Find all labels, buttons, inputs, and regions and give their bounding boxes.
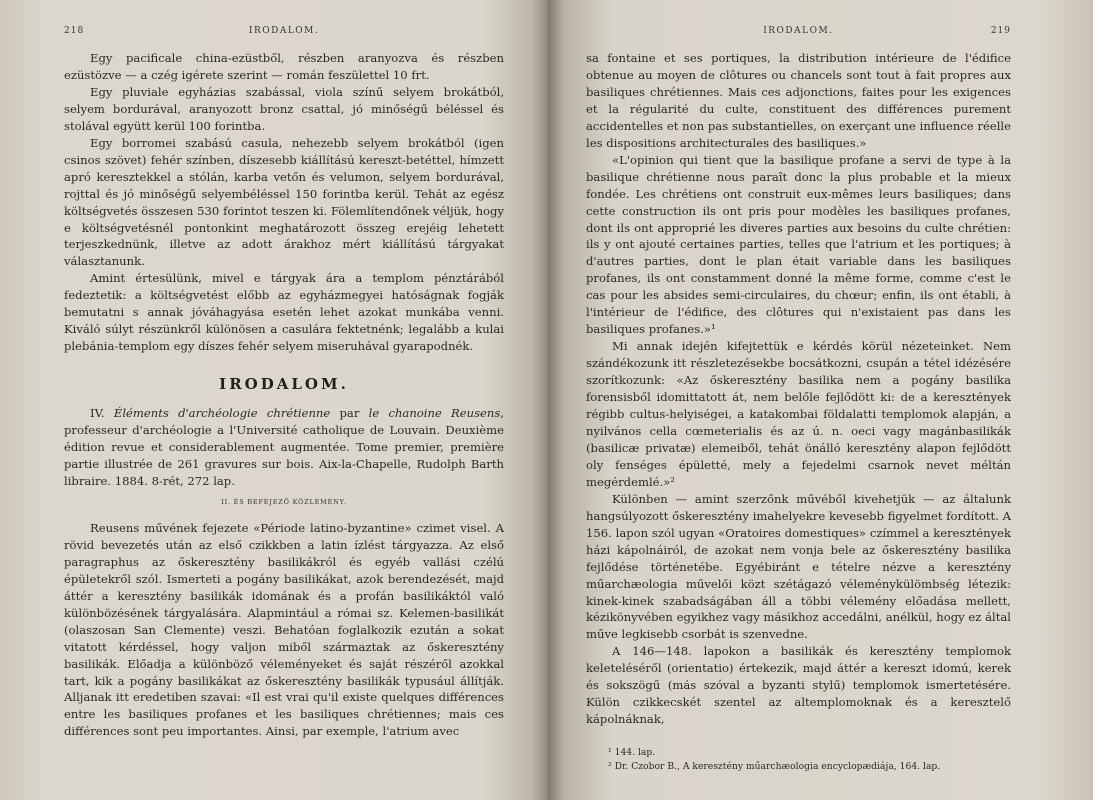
by-word: par: [339, 406, 360, 421]
running-head: IRODALOM.: [248, 26, 320, 36]
book-details: , professeur d'archéologie a l'Université catholique de Louvain. Deuxième édition revue et considerablement augmentée. Tome premier, première partie illustrée de 261 gravures sur bois. Aix-la-Chapelle, Rudolph Barth libraire. 1884. 8-rét, 272 lap.: [64, 406, 505, 488]
footnotes: [586, 746, 1011, 774]
paragraph: Mi annak idején kifejtettük e kérdés körül nézeteinket. Nem szándékozunk itt részletezésekbe bocsátkozni, csupán a tétel idézésére szorítkozunk: «Az őskeresztény basilika nem a pogány basilika forensisből idomittatott át, nem belőle fejlődött ki: de a keresztények régibb cultus-helyiségei, a katakombai földalatti templomok alapján, a nyilvános cella cœmeterialis és az ú. n. oeci vagy magánbasilikák (basilicæ privatæ) elemeiből, tehát önálló keresztény alapon fejlődött oly fenséges épületté, mely a fejedelmi csarnok nevet méltán megérdemlé.»²: [586, 339, 1011, 489]
paragraph: «L'opinion qui tient que la basilique profane a servi de type à la basilique chrétienne nous paraît donc la plus probable et la mieux fondée. Les chrétiens ont construit eux-mêmes leurs basiliques; dans cette construction ils ont pris pour modèles les basiliques profanes, dont ils ont approprié les diveres parties aux besoins du culte chrétien: ils y ont ajouté certaines parties, telles que l'atrium et les portiques; à d'autres parties, dont le plan était variable dans les basiliques profanes, ils ont constamment donné la même forme, comme c'est le cas pour les absides semi-circulaires, du chœur; enfin, ils ont établi, à l'intérieur de l'édifice, des clôtures qui n'existaient pas dans les basiliques profanes.»¹: [586, 152, 1011, 337]
right-page: [548, 0, 1093, 800]
left-page-header: [64, 26, 504, 36]
book-title: Éléments d'archéologie chrétienne: [113, 406, 331, 421]
footnote: ² Dr. Czobor B., A keresztény műarchæologia encyclopædiája, 164. lap.: [608, 761, 941, 773]
book-author: le chanoine Reusens: [368, 406, 501, 421]
paragraph: Egy pacificale china-ezüstből, részben aranyozva és részben ezüstözve — a czég igérete szerint — román feszülettel 10 frt.: [64, 51, 504, 82]
section-title: IRODALOM.: [219, 375, 349, 394]
page-number: 218: [64, 26, 85, 36]
left-page-body: [64, 50, 504, 740]
right-page-body: [586, 50, 1011, 728]
paragraph: Különben — amint szerzőnk művéből kivehetjük — az általunk hangsúlyozott őskeresztény imahelyekre kevesebb figyelmet fordított. A 156. lapon szól ugyan «Oratoires domestiques» czímmel a keresztények házi kápolnáiról, de azokat nem vonja bele az őskeresztény basilika fejlődése történetébe. Egyébiránt e tételre nézve a keresztény műarchæologia művelői közt szétágazó véleménykülömbség létezik: kinek-kinek szabadságában áll a többi vélemény előadása mellett, kézikönyvében egyikhez vagy másikhoz accedálni, anélkül, hogy ez által műve legkisebb csorbát is szenvedne.: [586, 491, 1011, 642]
footnote: ¹ 144. lap.: [608, 747, 656, 759]
right-page-header: [586, 26, 1011, 36]
review-paragraph: Reusens művének fejezete «Période latino-byzantine» czimet visel. A rövid bevezetés után az első czikkben a latin ízlést tárgyazza. Az első paragraphus az őskeresztény basilikákról és egyéb vallási czélú épületekről szól. Ismerteti a pogány basilikákat, azok berendezését, majd áttér a keresztény basilikák idomának és a profán basilikáktól való különbözésének tárgyalására. Alapmintául a római sz. Kelemen-basilikát (olaszosan San Clemente) veszi. Behatóan foglalkozik ezután a sokat vitatott kérdéssel, hogy valjon miből származtak az őskeresztény basilikák. Előadja a különböző véleményeket és saját részéről azokkal tart, kik a pogány basilikákat az őskeresztény basilikák typusául állítják. Alljanak itt eredetiben szavai: «Il est vrai qu'il existe quelques différences entre les basiliques profanes et les basiliques chrétiennes; mais ces différences sont peu importantes. Ainsi, par exemple, l'atrium avec: [64, 520, 504, 739]
bibliography-entry: [64, 405, 504, 490]
paragraph: Amint értesülünk, mivel e tárgyak ára a templom pénztárából fedeztetik: a költségvetést előbb az egyházmegyei hatóságnak fogják bemutatni s annak jóváhagyása esetén lehet azokat munkába venni. Kiváló súlyt részünkről különösen a casulára fektetnénk; legalább a kulai plebánia-templom egy díszes fehér selyem miseruhával gyarapodnék.: [64, 271, 504, 354]
subheading: II. ÉS BEFEJEZŐ KÖZLEMÉNY.: [221, 497, 347, 506]
paragraph: A 146—148. lapokon a basilikák és keresztény templomok keleteléséről (orientatio) értekezik, majd áttér a kereszt idomú, kerek és sokszögű (más szóval a byzanti stylű) templomok ismertetésére. Külön czikkecskét szentel az altemplomoknak és a keresztelő kápolnáknak,: [586, 644, 1011, 727]
paragraph: sa fontaine et ses portiques, la distribution intérieure de l'édifice obtenue au moyen de clôtures ou chancels sont tout à fait propres aux basiliques chrétiennes. Mais ces adjonctions, faites pour les exigences et la régularité du culte, constituent des différences purement accidentelles et non pas substantielles, on exerçant une influence réelle les dispositions architecturales des basiliques.»: [586, 51, 1011, 150]
entry-number: IV.: [90, 406, 105, 421]
paragraph: Egy borromei szabású casula, nehezebb selyem brokátból (igen csinos szövet) fehér színben, díszesebb kiállítású kereszt-betéttel, hímzett apró keresztekkel a stólán, karba vetőn és velumon, selyem bordurával, rojttal és jó minőségű selyembéléssel 150 forintba kerül. Tehát az egész költségvetés összesen 530 forintot teszen ki. Fölemlítendőnek véljük, hogy e költségvetésnél pontonkint meghatározott összeg erejéig lehetett terjeszkednünk, illetve az adott árakhoz mért kiállítású tárgyakat választanunk.: [64, 135, 504, 269]
paragraph: Egy pluviale egyházias szabással, viola színű selyem brokátból, selyem bordurával, aranyozott bronz csattal, jó minőségű béléssel és stolával együtt kerül 100 forintba.: [64, 84, 504, 133]
running-head: IRODALOM.: [763, 26, 834, 36]
page-number: 219: [990, 26, 1011, 36]
